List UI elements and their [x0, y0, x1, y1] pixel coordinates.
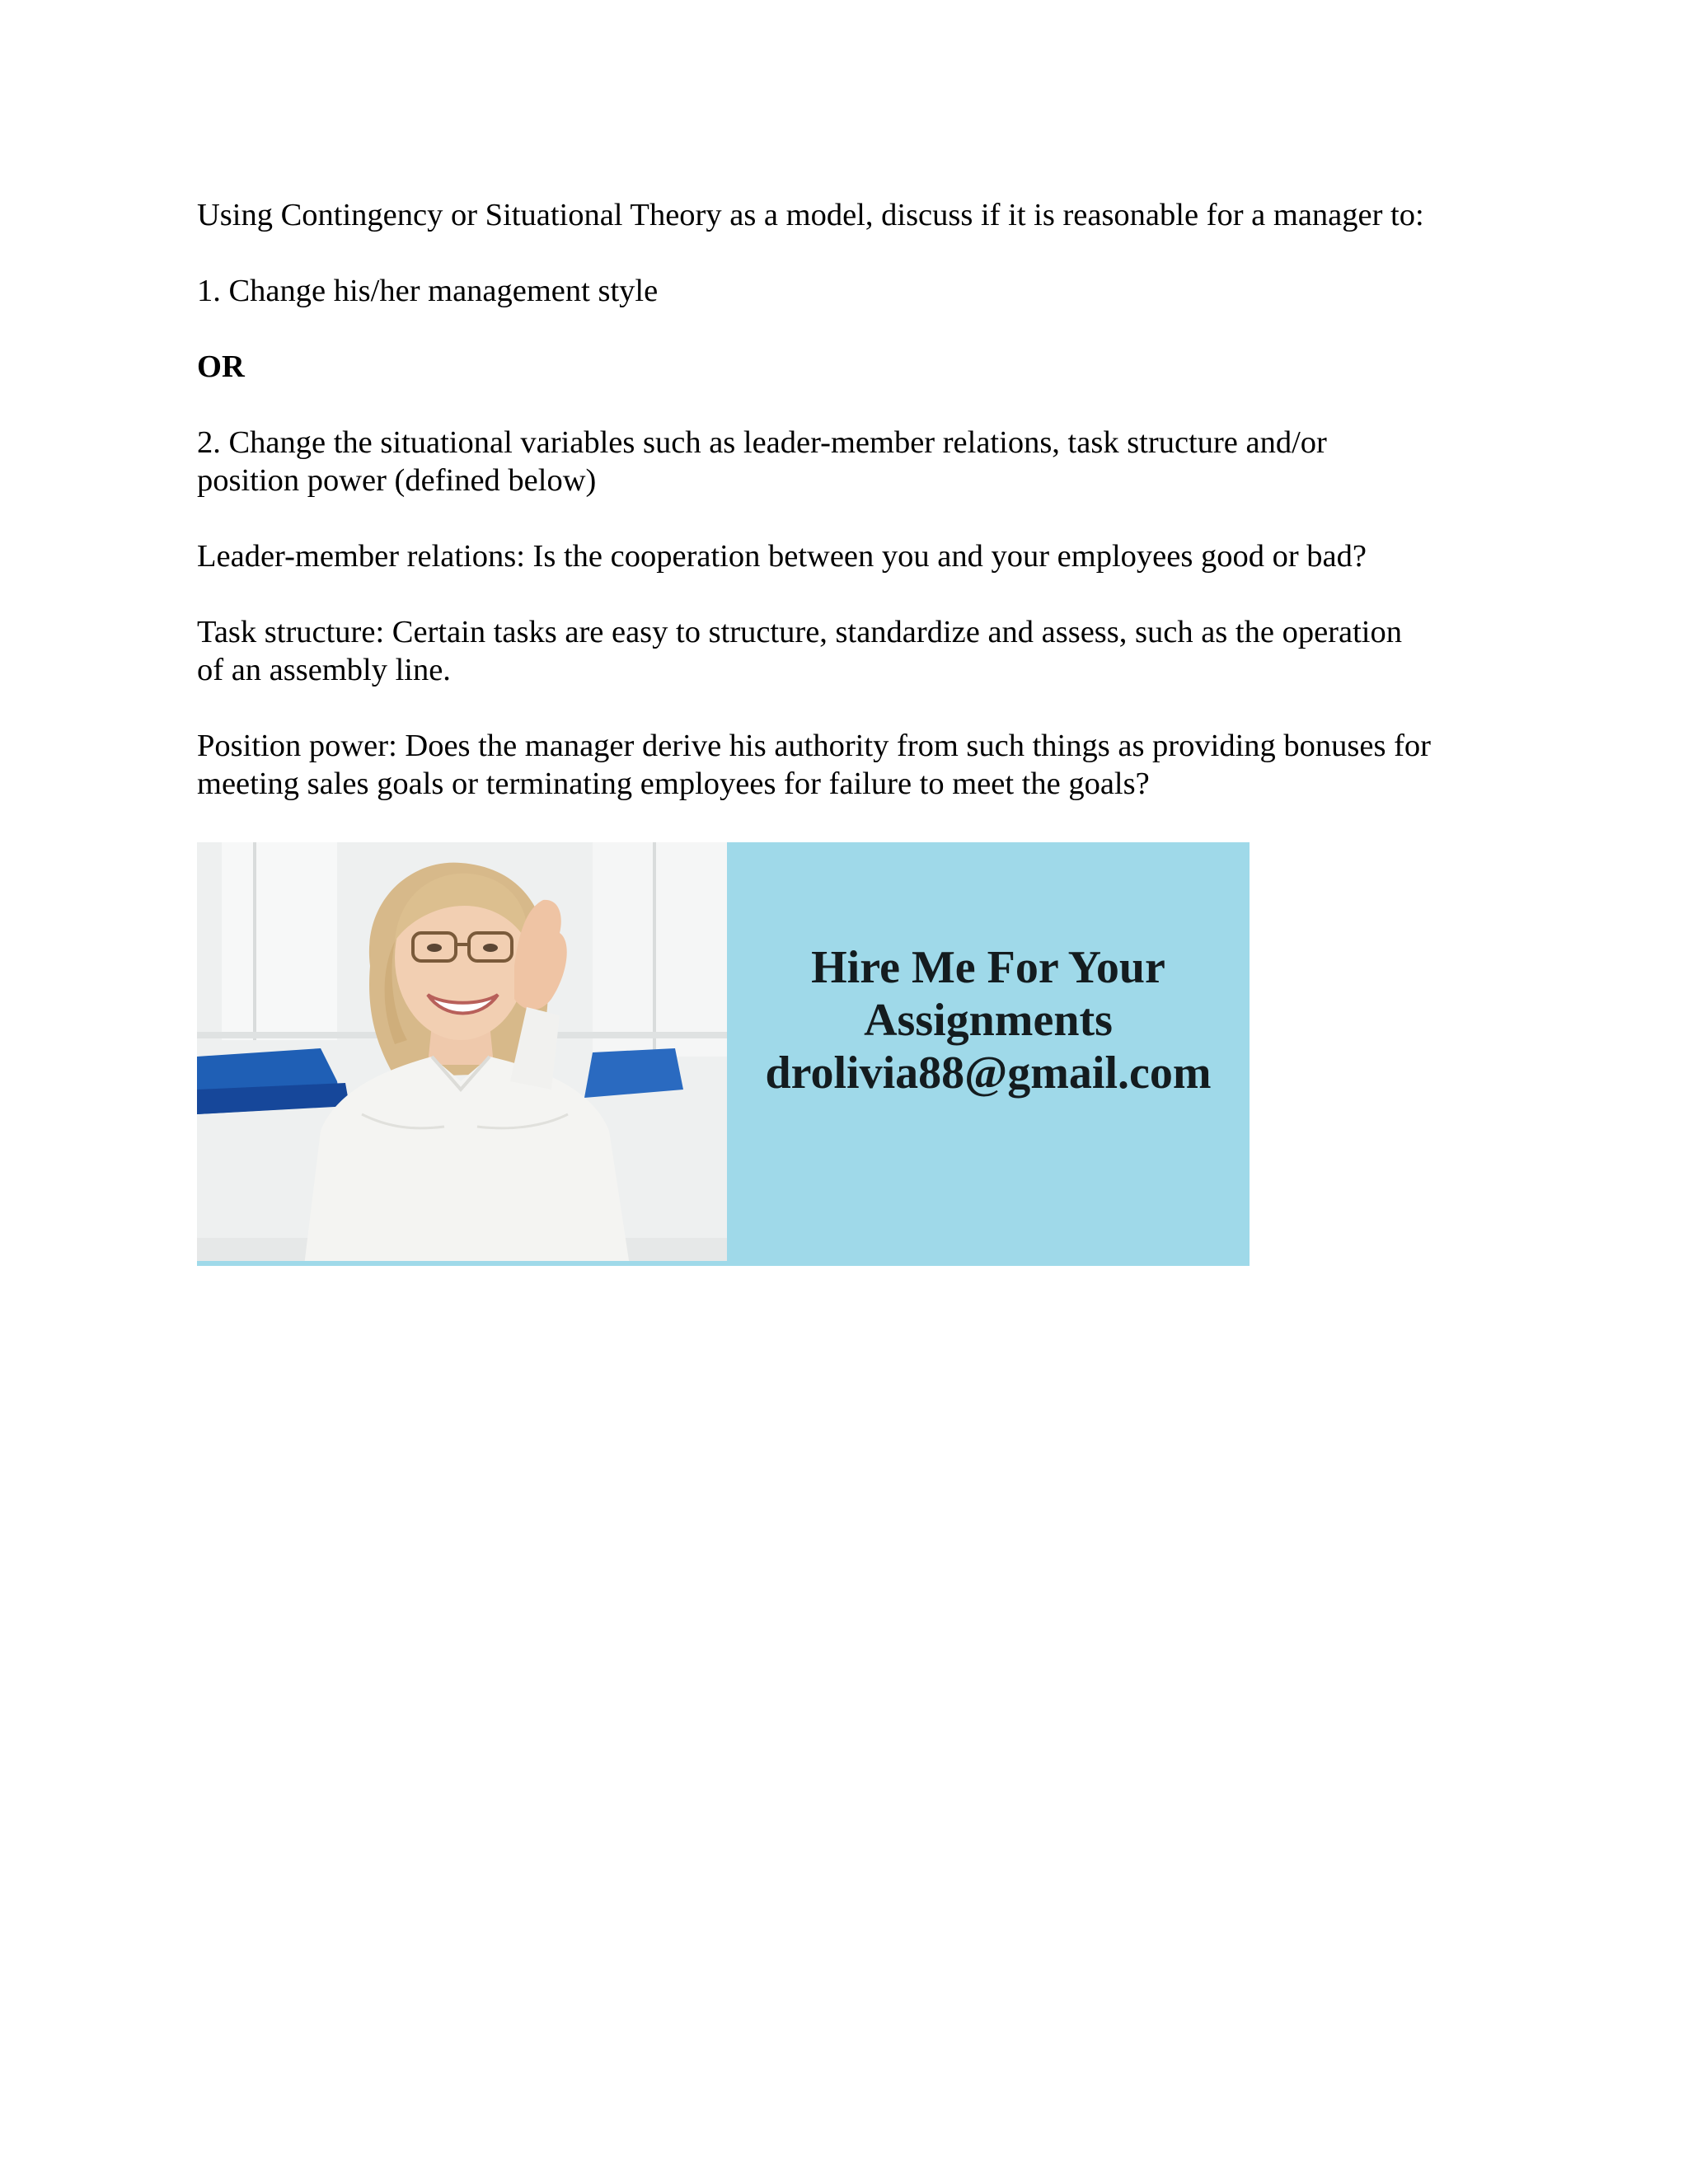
ad-line-1: Hire Me For Your [811, 942, 1165, 993]
ad-text-panel [727, 842, 1250, 1266]
option-2-line-2: position power (defined below) [197, 463, 597, 498]
position-power-paragraph [197, 727, 1516, 803]
position-power-line-1: Position power: Does the manager derive his authority from such things as providing bonuses for [197, 729, 1431, 763]
option-2-paragraph [197, 424, 1516, 499]
ad-bottom-border [197, 1261, 1250, 1266]
task-structure-line-1: Task structure: Certain tasks are easy to structure, standardize and assess, such as the operation [197, 615, 1402, 649]
ad-line-2: Assignments [864, 995, 1113, 1046]
ad-email: drolivia88@gmail.com [765, 1047, 1212, 1099]
woman-with-glasses-photo [197, 842, 727, 1266]
leader-member-paragraph: Leader-member relations: Is the cooperation between you and your employees good or bad? [197, 539, 1367, 574]
or-heading: OR [197, 349, 245, 384]
position-power-line-2: meeting sales goals or terminating employees for failure to meet the goals? [197, 766, 1150, 801]
task-structure-line-2: of an assembly line. [197, 653, 451, 687]
ad-banner [197, 842, 1250, 1266]
task-structure-paragraph [197, 613, 1516, 689]
document-body [197, 196, 1516, 803]
option-2-line-1: 2. Change the situational variables such as leader-member relations, task structure and/or [197, 425, 1327, 460]
option-1-paragraph: 1. Change his/her management style [197, 274, 659, 308]
ad-text [727, 941, 1250, 1099]
intro-paragraph: Using Contingency or Situational Theory as a model, discuss if it is reasonable for a manager to: [197, 198, 1424, 232]
